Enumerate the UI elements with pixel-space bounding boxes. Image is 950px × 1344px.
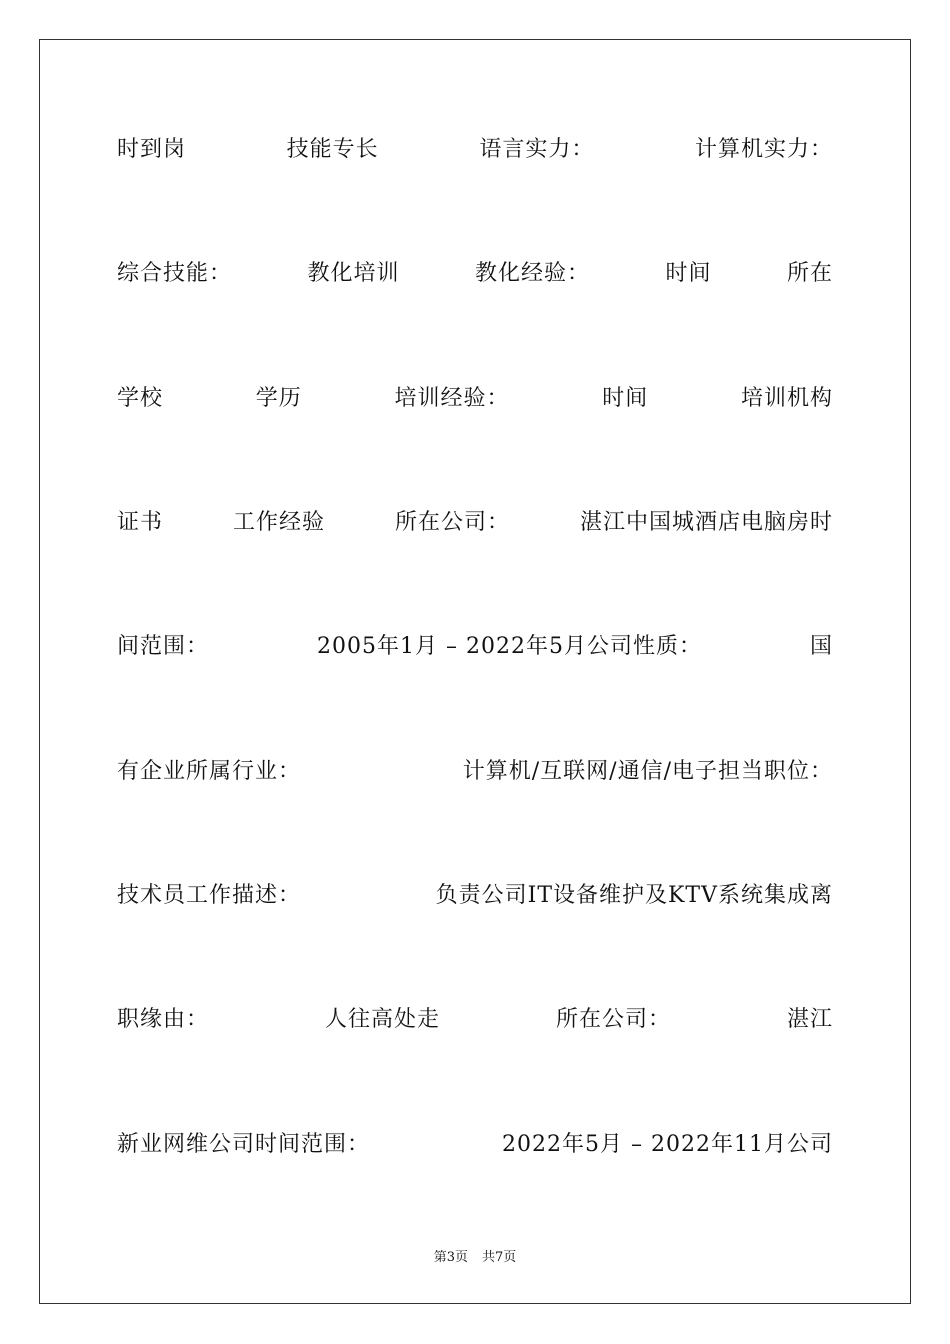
text-segment: 负责公司IT设备维护及KTV系统集成离 bbox=[435, 883, 833, 908]
text-segment: 新业网维公司时间范围： bbox=[117, 1132, 371, 1157]
text-line-9 bbox=[117, 1125, 833, 1165]
text-line-6 bbox=[117, 752, 833, 792]
text-segment: 培训经验： bbox=[394, 386, 510, 411]
text-segment: 2022年5月 – 2022年11月公司 bbox=[502, 1132, 833, 1157]
text-segment: 所在公司： bbox=[394, 510, 510, 535]
text-segment: 湛江中国城酒店电脑房时 bbox=[579, 510, 833, 535]
text-line-8 bbox=[117, 1000, 833, 1040]
page-footer bbox=[0, 1246, 950, 1265]
text-segment: 学历 bbox=[255, 386, 302, 411]
text-segment: 语言实力： bbox=[479, 137, 595, 162]
text-segment: 综合技能： bbox=[117, 261, 233, 286]
page-number: 第3页 bbox=[433, 1250, 468, 1265]
text-segment: 有企业所属行业： bbox=[117, 759, 302, 784]
text-segment: 计算机/互联网/通信/电子担当职位： bbox=[462, 759, 833, 784]
text-segment: 时到岗 bbox=[117, 137, 187, 162]
text-segment: 计算机实力： bbox=[694, 137, 833, 162]
text-segment: 证书 bbox=[117, 510, 164, 535]
page-total: 共7页 bbox=[482, 1250, 517, 1265]
text-segment: 技能专长 bbox=[286, 137, 379, 162]
text-segment: 所在公司： bbox=[555, 1007, 671, 1032]
text-segment: 教化经验： bbox=[474, 261, 590, 286]
text-segment: 时间 bbox=[602, 386, 649, 411]
text-line-2 bbox=[117, 254, 833, 294]
text-segment: 湛江 bbox=[786, 1007, 833, 1032]
text-segment: 所在 bbox=[786, 261, 833, 286]
page-border bbox=[39, 39, 911, 1304]
text-segment: 间范围： bbox=[117, 634, 210, 659]
text-segment: 培训机构 bbox=[740, 386, 833, 411]
text-segment: 国 bbox=[809, 634, 833, 659]
text-line-4 bbox=[117, 503, 833, 543]
text-segment: 职缘由： bbox=[117, 1007, 210, 1032]
text-segment: 技术员工作描述： bbox=[117, 883, 302, 908]
text-line-1 bbox=[117, 130, 833, 170]
text-segment: 2005年1月 – 2022年5月公司性质： bbox=[317, 634, 702, 659]
text-segment: 教化培训 bbox=[307, 261, 400, 286]
text-segment: 人往高处走 bbox=[324, 1007, 440, 1032]
text-segment: 时间 bbox=[665, 261, 712, 286]
text-segment: 工作经验 bbox=[232, 510, 325, 535]
text-line-3 bbox=[117, 379, 833, 419]
text-line-7 bbox=[117, 876, 833, 916]
text-line-5 bbox=[117, 627, 833, 667]
text-segment: 学校 bbox=[117, 386, 164, 411]
